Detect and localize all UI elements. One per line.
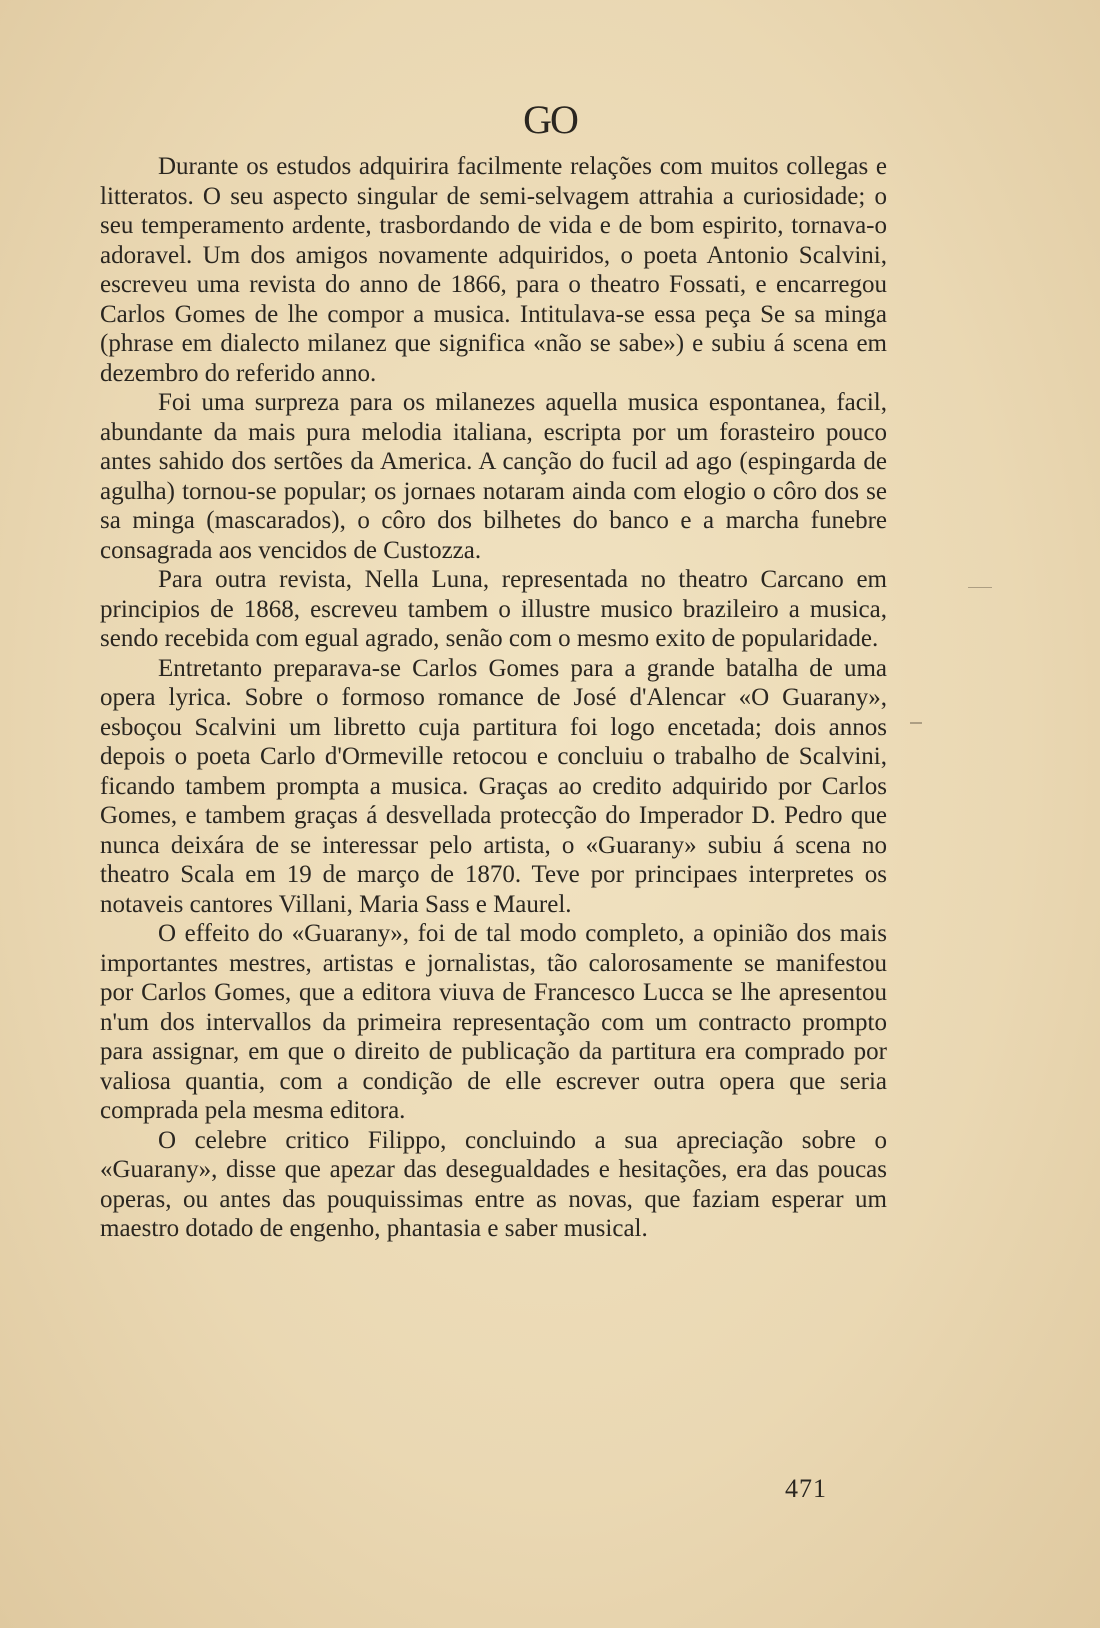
body-text — [100, 152, 887, 1244]
page-number: 471 — [785, 1474, 827, 1503]
paragraph-1: Durante os estudos adquirira facilmente relações com muitos collegas e litteratos. O seu aspecto singular de semi-selvagem attrahia a curiosidade; o seu temperamento ardente, trasbordando de vida e de bom espirito, tornava-o adoravel. Um dos amigos novamente adquiridos, o poeta Antonio Scalvini, escreveu uma revista do anno de 1866, para o theatro Fossati, e encarregou Carlos Gomes de lhe compor a musica. Intitulava-se essa peça Se sa minga (phrase em dialecto milanez que significa «não se sabe») e subiu á scena em dezembro do referido anno. — [100, 153, 887, 387]
paragraph-5: O effeito do «Guarany», foi de tal modo completo, a opinião dos mais importantes mestres, artistas e jornalistas, tão calorosamente se manifestou por Carlos Gomes, que a editora viuva de Francesco Lucca se lhe apresentou n'um dos intervallos da primeira representação com um contracto prompto para assignar, em que o direito de publicação da partitura era comprado por valiosa quantia, com a condição de elle escrever outra opera que seria comprada pela mesma editora. — [100, 920, 887, 1124]
paragraph-2: Foi uma surpreza para os milanezes aquella musica espontanea, facil, abundante da mais pura melodia italiana, escripta por um forasteiro pouco antes sahido dos sertões da America. A canção do fucil ad ago (espingarda de agulha) tornou-se popular; os jornaes notaram ainda com elogio o côro dos se sa minga (mascarados), o côro dos bilhetes do banco e a marcha funebre consagrada aos vencidos de Custozza. — [100, 389, 887, 564]
margin-mark — [968, 587, 992, 588]
paragraph-6: O celebre critico Filippo, concluindo a sua apreciação sobre o «Guarany», disse que apezar das desegualdades e hesitações, era das poucas operas, ou antes das pouquissimas entre as novas, que faziam esperar um maestro dotado de engenho, phantasia e saber musical. — [100, 1126, 887, 1242]
margin-mark — [910, 722, 922, 724]
paragraph-3: Para outra revista, Nella Luna, representada no theatro Carcano em principios de 1868, escreveu tambem o illustre musico brazileiro a musica, sendo recebida com egual agrado, senão com o mesmo exito de popularidade. — [100, 566, 887, 652]
header-ornament: GO — [523, 97, 577, 142]
paragraph-4: Entretanto preparava-se Carlos Gomes para a grande batalha de uma opera lyrica. Sobre o formoso romance de José d'Alencar «O Guarany», esboçou Scalvini um libretto cuja partitura foi logo encetada; dois annos depois o poeta Carlo d'Ormeville retocou e concluiu o trabalho de Scalvini, ficando tambem prompta a musica. Graças ao credito adquirido por Carlos Gomes, e tambem graças á desvellada protecção do Imperador D. Pedro que nunca deixára de se interessar pelo artista, o «Guarany» subiu á scena no theatro Scala em 19 de março de 1870. Teve por principaes interpretes os notaveis cantores Villani, Maria Sass e Maurel. — [100, 654, 887, 918]
